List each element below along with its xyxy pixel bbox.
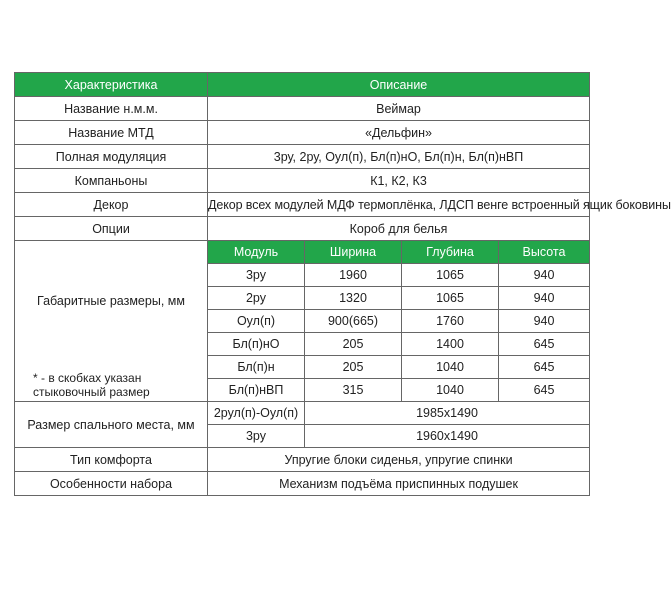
row-value: К1, К2, К3 [208, 169, 590, 193]
row-label: Опции [15, 217, 208, 241]
sleep-module: 3ру [208, 425, 305, 448]
dim-width: 1320 [305, 287, 402, 310]
dim-height: 645 [499, 356, 590, 379]
row-value: 3ру, 2ру, Оул(п), Бл(п)нО, Бл(п)н, Бл(п)нВП [208, 145, 590, 169]
header-description: Описание [208, 73, 590, 97]
dim-module: 2ру [208, 287, 305, 310]
dim-height: 940 [499, 287, 590, 310]
dim-width: 205 [305, 333, 402, 356]
table-header-row [15, 73, 590, 97]
dim-height: 940 [499, 310, 590, 333]
dim-width: 205 [305, 356, 402, 379]
table-row [15, 169, 590, 193]
dim-height: 940 [499, 264, 590, 287]
comfort-value: Упругие блоки сиденья, упругие спинки [208, 448, 590, 472]
dim-depth: 1040 [402, 356, 499, 379]
dim-depth: 1065 [402, 287, 499, 310]
row-value: Короб для белья [208, 217, 590, 241]
dimensions-cell [15, 241, 208, 402]
sleep-size: 1985х1490 [305, 402, 590, 425]
dim-depth: 1065 [402, 264, 499, 287]
table-row [15, 145, 590, 169]
row-value: «Дельфин» [208, 121, 590, 145]
row-value: Декор всех модулей МДФ термоплёнка, ЛДСП венге встроенный ящик боковины [208, 193, 590, 217]
dim-depth: 1760 [402, 310, 499, 333]
dim-header-height: Высота [499, 241, 590, 264]
row-label: Компаньоны [15, 169, 208, 193]
table-row [15, 121, 590, 145]
dimensions-header-row [15, 241, 590, 264]
sleep-size: 1960х1490 [305, 425, 590, 448]
row-label: Декор [15, 193, 208, 217]
table-row [15, 193, 590, 217]
sleep-module: 2рул(п)-Оул(п) [208, 402, 305, 425]
dim-height: 645 [499, 379, 590, 402]
row-label: Название МТД [15, 121, 208, 145]
dim-module: Бл(п)н [208, 356, 305, 379]
sleep-row [15, 402, 590, 425]
comfort-label: Тип комфорта [15, 448, 208, 472]
features-value: Механизм подъёма приспинных подушек [208, 472, 590, 496]
sleep-label: Размер спального места, мм [15, 402, 208, 448]
dimensions-label: Габаритные размеры, мм [37, 294, 185, 308]
dim-depth: 1040 [402, 379, 499, 402]
dim-depth: 1400 [402, 333, 499, 356]
dim-header-module: Модуль [208, 241, 305, 264]
row-value: Веймар [208, 97, 590, 121]
row-label: Название н.м.м. [15, 97, 208, 121]
dim-width: 315 [305, 379, 402, 402]
row-label: Полная модуляция [15, 145, 208, 169]
table-row [15, 97, 590, 121]
dim-module: Бл(п)нВП [208, 379, 305, 402]
header-characteristic: Характеристика [15, 73, 208, 97]
dim-module: Оул(п) [208, 310, 305, 333]
dim-header-width: Ширина [305, 241, 402, 264]
features-label: Особенности набора [15, 472, 208, 496]
dimensions-note: * - в скобках указан стыковочный размер [33, 371, 150, 399]
table-row [15, 217, 590, 241]
dim-width: 1960 [305, 264, 402, 287]
dim-header-depth: Глубина [402, 241, 499, 264]
dim-module: Бл(п)нО [208, 333, 305, 356]
dim-module: 3ру [208, 264, 305, 287]
table-row [15, 472, 590, 496]
table-row [15, 448, 590, 472]
dim-height: 645 [499, 333, 590, 356]
dim-width: 900(665) [305, 310, 402, 333]
spec-table [14, 72, 671, 496]
